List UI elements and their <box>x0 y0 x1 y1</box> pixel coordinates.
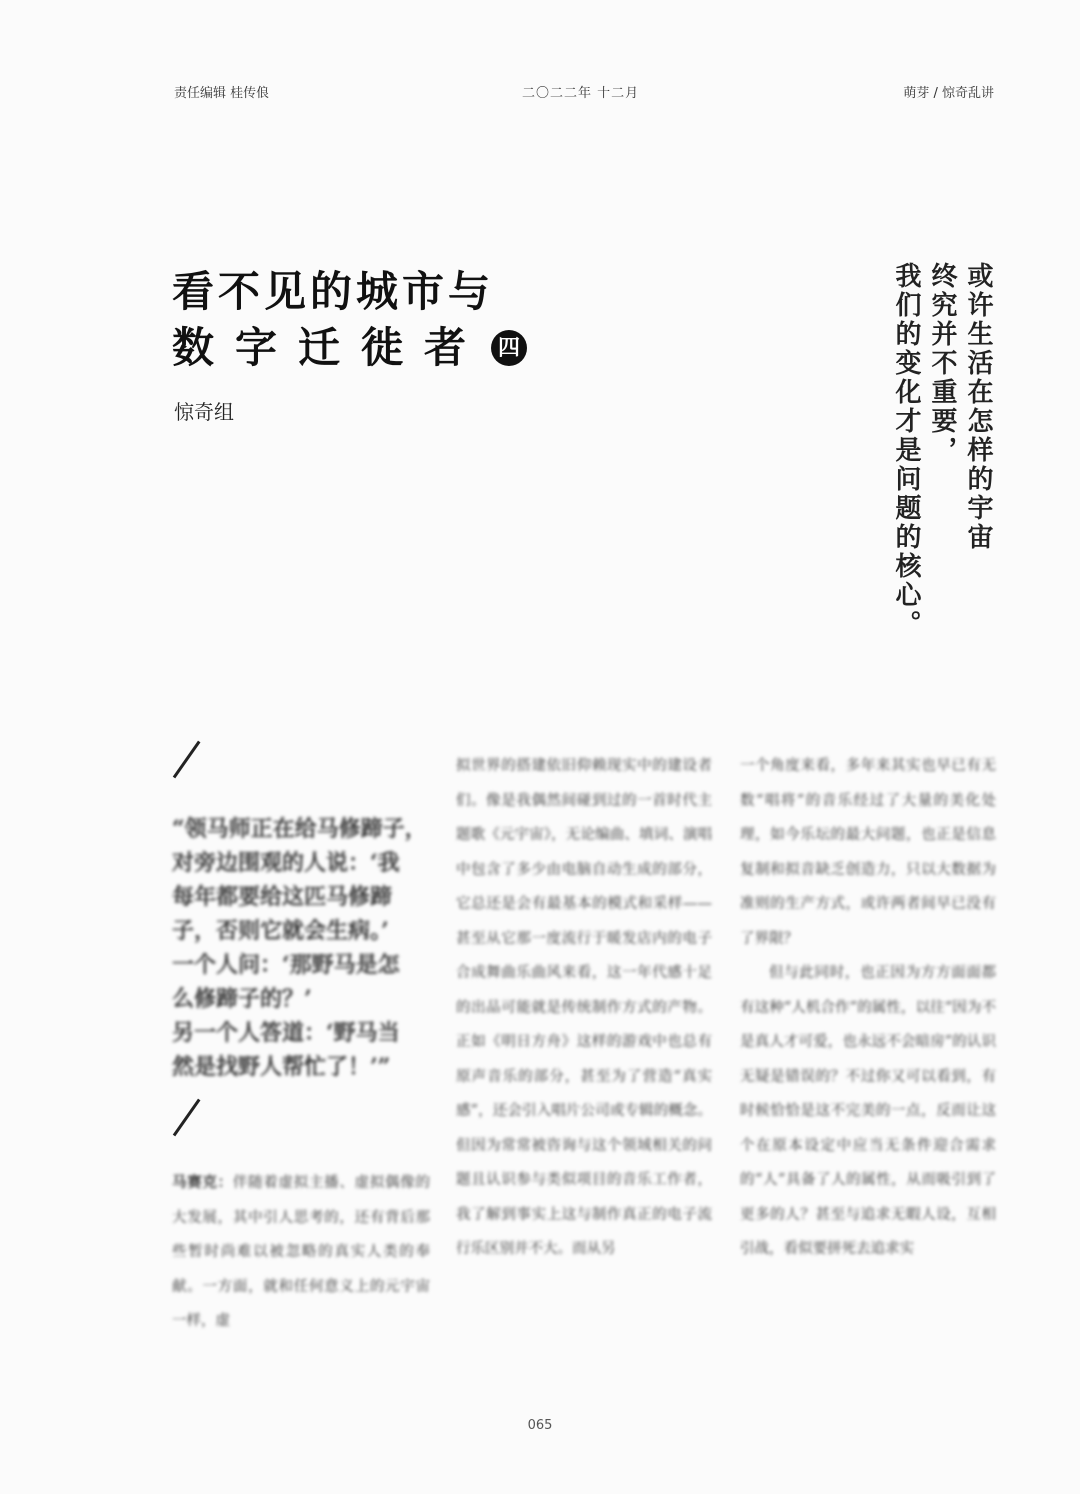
quote-line: 然是找野人帮忙了！’” <box>172 1054 391 1080</box>
paragraph <box>172 1166 430 1339</box>
paragraph: 拟世界的搭建依旧仰赖现实中的建设者们。像是我偶然间碰到过的一首时代主题歌《元宇宙》，无论编曲、填词、演唱中包含了多少由电脑自动生成的部分，它总还是会有最基本的模式和采样——甚至从它那一度流行于暖发店内的电子合成舞曲乐曲风来看，这一年代感十足的出品可能就是传统制作方式的产物。正如《明日方舟》这样的游戏中也总有原声音乐的部分，甚至为了营造“真实感”，还会引入唱片公司或专辑的概念。但因为常常被咨询与这个领域相关的问题且认识参与类似项目的音乐工作者，我了解到事实上这与制作真正的电子流行乐区别并不大。而从另 <box>456 758 712 1257</box>
quote-line: 另一个人答道：‘野马当 <box>172 1020 400 1046</box>
paragraph: 一个角度来看，多年来其实也早已有无数“唱将”的音乐经过了大量的美化处理，如今乐坛的最大问题，也正是信息复制和拟音缺乏创造力，只以大数据为准则的生产方式，或许两者间早已没有了界限？ <box>740 758 996 947</box>
title-line-2-row <box>172 320 527 376</box>
quote-line: 对旁边围观的人说：‘我 <box>172 850 400 876</box>
article-title <box>172 264 527 376</box>
paragraph: 但与此同时，也正因为方方面面都有这种“人机合作”的属性，以往“因为不是真人才可爱，也永远不会暗房”的认识无疑是错误的？不过你又可以看到，有时候恰恰是这不完美的一点，反而让这个在原本设定中应当无条件迎合需求的“人”具备了人的属性，从而吸引到了更多的人？甚至与追求无暇人设，互相引战，看似要拼死去追求实 <box>740 965 996 1257</box>
part-number-badge: 四 <box>491 330 527 366</box>
header-section: 萌芽 / 惊奇乱讲 <box>903 86 994 101</box>
slash-divider-icon <box>173 1099 201 1137</box>
author-name: 惊奇组 <box>174 400 234 424</box>
pull-quote-line-2: 终究并不重要， <box>927 262 957 465</box>
header-date: 二〇二二年 十二月 <box>522 86 640 101</box>
quote-line: 么修蹄子的？’ <box>172 986 312 1012</box>
body-column-2 <box>456 749 712 1267</box>
header-editor: 责任编辑 桂传俍 <box>174 86 270 101</box>
quote-line: 一个人问：‘那野马是怎 <box>172 952 400 978</box>
page-number: 065 <box>527 1418 553 1433</box>
epigraph-quote <box>172 812 430 1084</box>
quote-line: “领马师正在给马修蹄子， <box>172 816 427 842</box>
speaker-name: 马赛克： <box>172 1174 233 1191</box>
quote-line: 子，否则它就会生病。’ <box>172 918 389 944</box>
quote-line: 每年都要给这匹马修蹄 <box>172 884 393 910</box>
paragraph-text: 伴随着虚拟主播、虚拟偶像的大发展，其中引人思考的，还有背后那些暂时尚难以被忽略的真实人类的奉献。一方面，就和任何意义上的元宇宙一样，虚 <box>172 1175 430 1329</box>
title-line-2: 数字迁徙者 <box>172 323 488 372</box>
pull-quote <box>888 262 996 642</box>
pull-quote-line-1: 或许生活在怎样的宇宙 <box>963 262 993 552</box>
title-line-1: 看不见的城市与 <box>172 267 495 316</box>
slash-divider-icon <box>173 741 201 779</box>
pull-quote-line-3: 我们的变化才是问题的核心。 <box>891 262 921 639</box>
body-column-3 <box>740 749 996 1267</box>
body-column-1 <box>172 1166 430 1339</box>
